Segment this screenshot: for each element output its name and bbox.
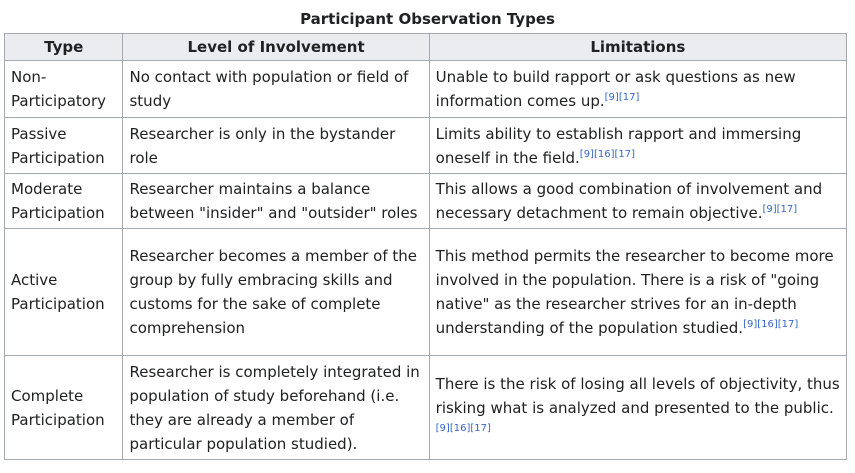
involvement-cell: Researcher becomes a member of the group by fully embracing skills and customs for the sake of complete comprehension <box>123 229 429 356</box>
citations <box>436 423 491 434</box>
citation-link[interactable]: [17] <box>618 92 640 103</box>
citation-link[interactable]: [9] <box>435 422 450 434</box>
type-cell: Moderate Participation <box>5 174 123 229</box>
table-row <box>5 118 847 174</box>
table-row <box>5 174 847 229</box>
type-cell: Non-Participatory <box>5 61 123 118</box>
involvement-cell: Researcher is only in the bystander role <box>123 118 429 174</box>
citation-link[interactable]: [16] <box>593 148 615 160</box>
limitations-text: There is the risk of losing all levels of objectivity, thus risking what is analyzed and presented to the public. <box>435 374 840 417</box>
table-row <box>5 61 847 118</box>
limitations-cell <box>429 229 846 356</box>
citations <box>762 204 797 215</box>
limitations-text: Unable to build rapport or ask questions as new information comes up. <box>435 68 796 110</box>
involvement-cell: Researcher maintains a balance between "insider" and "outsider" roles <box>123 174 429 229</box>
citation-link[interactable]: [17] <box>777 319 799 330</box>
citation-link[interactable]: [17] <box>614 148 636 160</box>
involvement-cell: No contact with population or field of study <box>123 61 429 118</box>
observation-types-table <box>4 33 847 460</box>
involvement-cell: Researcher is completely integrated in population of study beforehand (i.e. they are already a member of particular population studied). <box>123 356 429 460</box>
citation-link[interactable]: [16] <box>449 422 471 434</box>
limitations-text: This method permits the researcher to become more involved in the population. There is a risk of "going native" as the researcher strives for an in-depth understanding of the population studied. <box>435 247 834 337</box>
citations <box>605 92 640 103</box>
citation-link[interactable]: [16] <box>757 319 778 330</box>
citation-link[interactable]: [17] <box>470 422 491 434</box>
limitations-cell <box>429 174 846 229</box>
citations <box>580 149 635 160</box>
citation-link[interactable]: [9] <box>762 204 777 215</box>
limitations-cell <box>429 61 846 118</box>
header-involvement: Level of Involvement <box>123 34 429 61</box>
citation-link[interactable]: [9] <box>579 148 594 160</box>
citation-link[interactable]: [9] <box>604 92 619 103</box>
table-row <box>5 229 847 356</box>
table-row <box>5 356 847 460</box>
limitations-text: This allows a good combination of involvement and necessary detachment to remain objective. <box>435 180 823 222</box>
citation-link[interactable]: [17] <box>776 204 798 215</box>
table-caption: Participant Observation Types <box>300 10 555 28</box>
limitations-text: Limits ability to establish rapport and immersing oneself in the field. <box>435 124 802 167</box>
header-limitations: Limitations <box>429 34 846 61</box>
header-row <box>5 34 847 61</box>
type-cell: Complete Participation <box>5 356 123 460</box>
header-type: Type <box>5 34 123 61</box>
type-cell: Active Participation <box>5 229 123 356</box>
limitations-cell <box>429 118 846 174</box>
citations <box>743 319 798 330</box>
limitations-cell <box>429 356 846 460</box>
citation-link[interactable]: [9] <box>743 319 758 330</box>
type-cell: Passive Participation <box>5 118 123 174</box>
